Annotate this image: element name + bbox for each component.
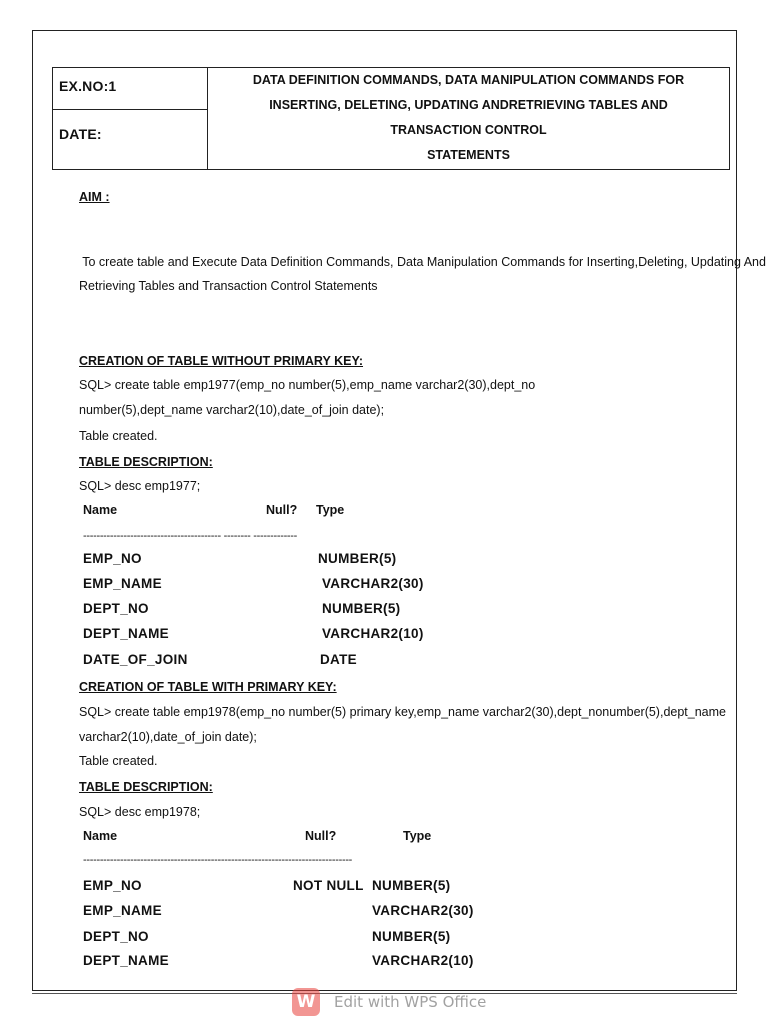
row-type: VARCHAR2(30) [322,576,424,591]
row-type: VARCHAR2(10) [372,953,474,968]
row-type: NUMBER(5) [372,929,451,944]
row-name: EMP_NO [83,878,142,893]
row-type: NUMBER(5) [318,551,397,566]
title-line: DATA DEFINITION COMMANDS, DATA MANIPULATION COMMANDS FOR [252,73,685,87]
aim-heading: AIM : [79,190,110,204]
row-name: DEPT_NO [83,929,149,944]
result-text: Table created. [79,754,158,768]
sql-command-line: varchar2(10),date_of_join date); [79,730,257,744]
column-header-type: Type [403,829,432,843]
result-text: Table created. [79,429,158,443]
row-type: VARCHAR2(10) [322,626,424,641]
section-heading-with-pk: CREATION OF TABLE WITH PRIMARY KEY: [79,680,337,694]
desc-command: SQL> desc emp1978; [79,805,201,819]
table-description-heading: TABLE DESCRIPTION: [79,780,213,794]
section-heading-without-pk: CREATION OF TABLE WITHOUT PRIMARY KEY: [79,354,364,368]
desc-command: SQL> desc emp1977; [79,479,201,493]
table-description-heading: TABLE DESCRIPTION: [79,455,213,469]
page-frame [32,30,737,991]
row-name: DEPT_NO [83,601,149,616]
sql-command-line: SQL> create table emp1977(emp_no number(5),emp_name varchar2(30),dept_no [79,378,536,392]
wps-logo-icon: W [292,988,320,1016]
title-line: TRANSACTION CONTROL [390,123,547,137]
column-header-name: Name [83,503,118,517]
header-table [52,67,730,170]
row-name: DATE_OF_JOIN [83,652,188,667]
row-name: EMP_NAME [83,576,162,591]
column-divider-rule: ----------------------------------------- -------- ------------- [83,530,298,542]
column-divider-rule: -------------------------------------------------------------------------------- [83,854,353,866]
title-line: STATEMENTS [427,148,510,162]
column-header-type: Type [316,503,345,517]
row-null: NOT NULL [293,878,364,893]
experiment-title [208,68,729,169]
edit-with-wps-badge[interactable] [292,987,486,1017]
exno-label: EX.NO:1 [59,78,117,94]
header-left-column [53,68,208,169]
column-header-null: Null? [305,829,337,843]
row-type: VARCHAR2(30) [372,903,474,918]
row-name: DEPT_NAME [83,626,169,641]
row-type: NUMBER(5) [372,878,451,893]
title-line: INSERTING, DELETING, UPDATING ANDRETRIEVING TABLES AND [269,98,668,112]
row-name: EMP_NO [83,551,142,566]
aim-text-line: Retrieving Tables and Transaction Control Statements [79,279,378,293]
column-header-name: Name [83,829,118,843]
sql-command-line: SQL> create table emp1978(emp_no number(5) primary key,emp_name varchar2(30),dept_nonumber(5),dept_name [79,705,726,719]
row-type: DATE [320,652,357,667]
row-name: DEPT_NAME [83,953,169,968]
row-name: EMP_NAME [83,903,162,918]
aim-text-line: To create table and Execute Data Definition Commands, Data Manipulation Commands for Inserting,Deleting, Updating And [79,255,766,269]
column-header-null: Null? [266,503,298,517]
date-label: DATE: [59,126,102,142]
sql-command-line: number(5),dept_name varchar2(10),date_of_join date); [79,403,385,417]
row-type: NUMBER(5) [322,601,401,616]
wps-edit-text: Edit with WPS Office [334,993,487,1011]
exno-cell [53,68,207,110]
